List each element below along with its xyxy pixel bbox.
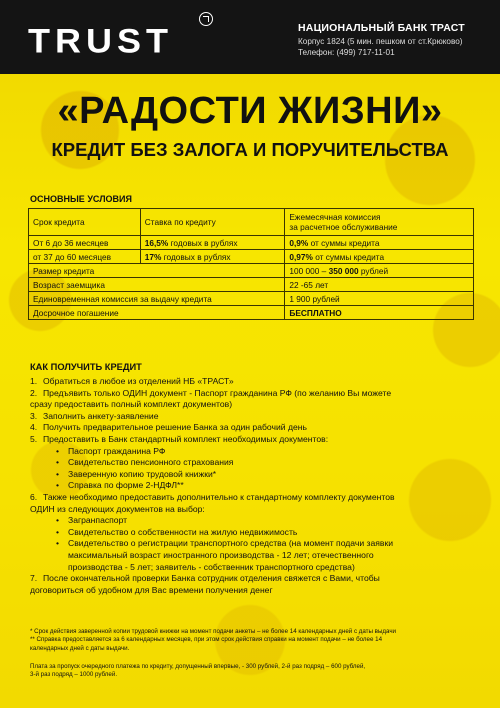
age-label: Возраст заемщика <box>29 278 285 292</box>
table-row <box>29 250 474 264</box>
table-row <box>29 292 474 306</box>
step-6-cont: ОДИН из следующих документов на выбор: <box>30 503 205 514</box>
list-item: • Свидетельство о регистрации транспортного средства (на момент подачи заявки максимальный возраст иностранного производства - 12 лет; отечественного производства - 5 лет; заявитель - собственник транспортного средства) <box>56 538 394 572</box>
onetime-fee-value: 1 900 рублей <box>285 292 474 306</box>
term-cell: От 6 до 36 месяцев <box>29 236 141 250</box>
footnote-2: ** Справка предоставляется за 6 календарных месяцев, при этом срок действия справки на момент подачи – не более 14 <box>30 636 383 644</box>
page-title: «РАДОСТИ ЖИЗНИ» <box>57 90 443 132</box>
bullet-icon: • <box>56 480 60 491</box>
step-4: 4. Получить предварительное решение Банка за один рабочий день <box>30 422 307 433</box>
footnotes <box>30 628 480 653</box>
header-term: Срок кредита <box>29 209 141 236</box>
step-5: 5. Предоставить в Банк стандартный комплект необходимых документов: <box>30 433 329 444</box>
how-to-heading: КАК ПОЛУЧИТЬ КРЕДИТ <box>30 362 142 372</box>
onetime-fee-label: Единовременная комиссия за выдачу кредита <box>29 292 285 306</box>
bullet-icon: • <box>56 538 60 549</box>
step-1: 1. Обратиться в любое из отделений НБ «ТРАСТ» <box>30 376 234 386</box>
header-bar <box>0 0 500 74</box>
term-cell: от 37 до 60 месяцев <box>29 250 141 264</box>
header-rate: Ставка по кредиту <box>140 209 285 236</box>
fee-cell: 0,9% от суммы кредита <box>285 236 474 250</box>
docs-list <box>30 446 478 492</box>
steps-list <box>30 376 478 596</box>
list-item: • Свидетельство о собственности на жилую недвижимость <box>56 526 298 537</box>
step-2-cont: сразу предоставить полный комплект документов) <box>30 399 233 410</box>
table-header-row <box>29 209 474 236</box>
rate-cell: 17% годовых в рублях <box>140 250 285 264</box>
age-value: 22 -65 лет <box>285 278 474 292</box>
logo-arrow-icon <box>199 12 213 26</box>
table-row <box>29 278 474 292</box>
table-row <box>29 236 474 250</box>
header-fee: Ежемесячная комиссия за расчетное обслуживание <box>285 209 474 236</box>
table-row <box>29 306 474 320</box>
late-payment-note: Плата за пропуск очередного платежа по кредиту, допущенный впервые, - 300 рублей, 2-й раз подряд – 600 рублей, 3-й раз подряд – 1000 рублей. <box>30 663 366 679</box>
step-2: 2. Предъявить только ОДИН документ - Паспорт гражданина РФ (по желанию Вы можете <box>30 387 392 398</box>
amount-label: Размер кредита <box>29 264 285 278</box>
step-7-cont: договориться об удобном для Вас времени получения денег <box>30 584 273 595</box>
list-item: • Паспорт гражданина РФ <box>56 445 166 456</box>
rate-cell: 16,5% годовых в рублях <box>140 236 285 250</box>
step-6: 6. Также необходимо предоставить дополнительно к стандартному комплекту документов <box>30 491 395 502</box>
bullet-icon: • <box>56 515 60 526</box>
list-item: • Загранпаспорт <box>56 515 128 526</box>
table-row <box>29 264 474 278</box>
list-item: • Свидетельство пенсионного страхования <box>56 457 234 468</box>
bank-name: НАЦИОНАЛЬНЫЙ БАНК ТРАСТ <box>298 22 465 34</box>
bullet-icon: • <box>56 445 60 456</box>
amount-value: 100 000 – 350 000 рублей <box>285 264 474 278</box>
extra-docs-list <box>30 515 478 573</box>
fee-cell: 0,97% от суммы кредита <box>285 250 474 264</box>
step-7: 7. После окончательной проверки Банка сотрудник отделения свяжется с Вами, чтобы <box>30 573 380 584</box>
bullet-icon: • <box>56 526 60 537</box>
bank-phone: Телефон: (499) 717-11-01 <box>298 48 395 57</box>
early-repayment-label: Досрочное погашение <box>29 306 285 320</box>
early-repayment-value: БЕСПЛАТНО <box>285 306 474 320</box>
page-subtitle: КРЕДИТ БЕЗ ЗАЛОГА И ПОРУЧИТЕЛЬСТВА <box>51 139 449 160</box>
bank-address: Корпус 1824 (5 мин. пешком от ст.Крюково) <box>298 37 463 46</box>
step-3: 3. Заполнить анкету-заявление <box>30 410 159 421</box>
footnote-1: * Срок действия заверенной копии трудовой книжки на момент подачи анкеты – не более 14 календарных дней с даты выдачи <box>30 628 397 635</box>
list-item: • Справка по форме 2-НДФЛ** <box>56 480 184 491</box>
bullet-icon: • <box>56 457 60 468</box>
conditions-table <box>28 208 474 320</box>
footnote-2-cont: календарных дней с даты выдачи. <box>30 644 130 652</box>
conditions-heading: ОСНОВНЫЕ УСЛОВИЯ <box>30 194 132 204</box>
bullet-icon: • <box>56 468 60 479</box>
trust-logo: TRUST <box>28 21 173 60</box>
list-item: • Заверенную копию трудовой книжки* <box>56 468 217 479</box>
